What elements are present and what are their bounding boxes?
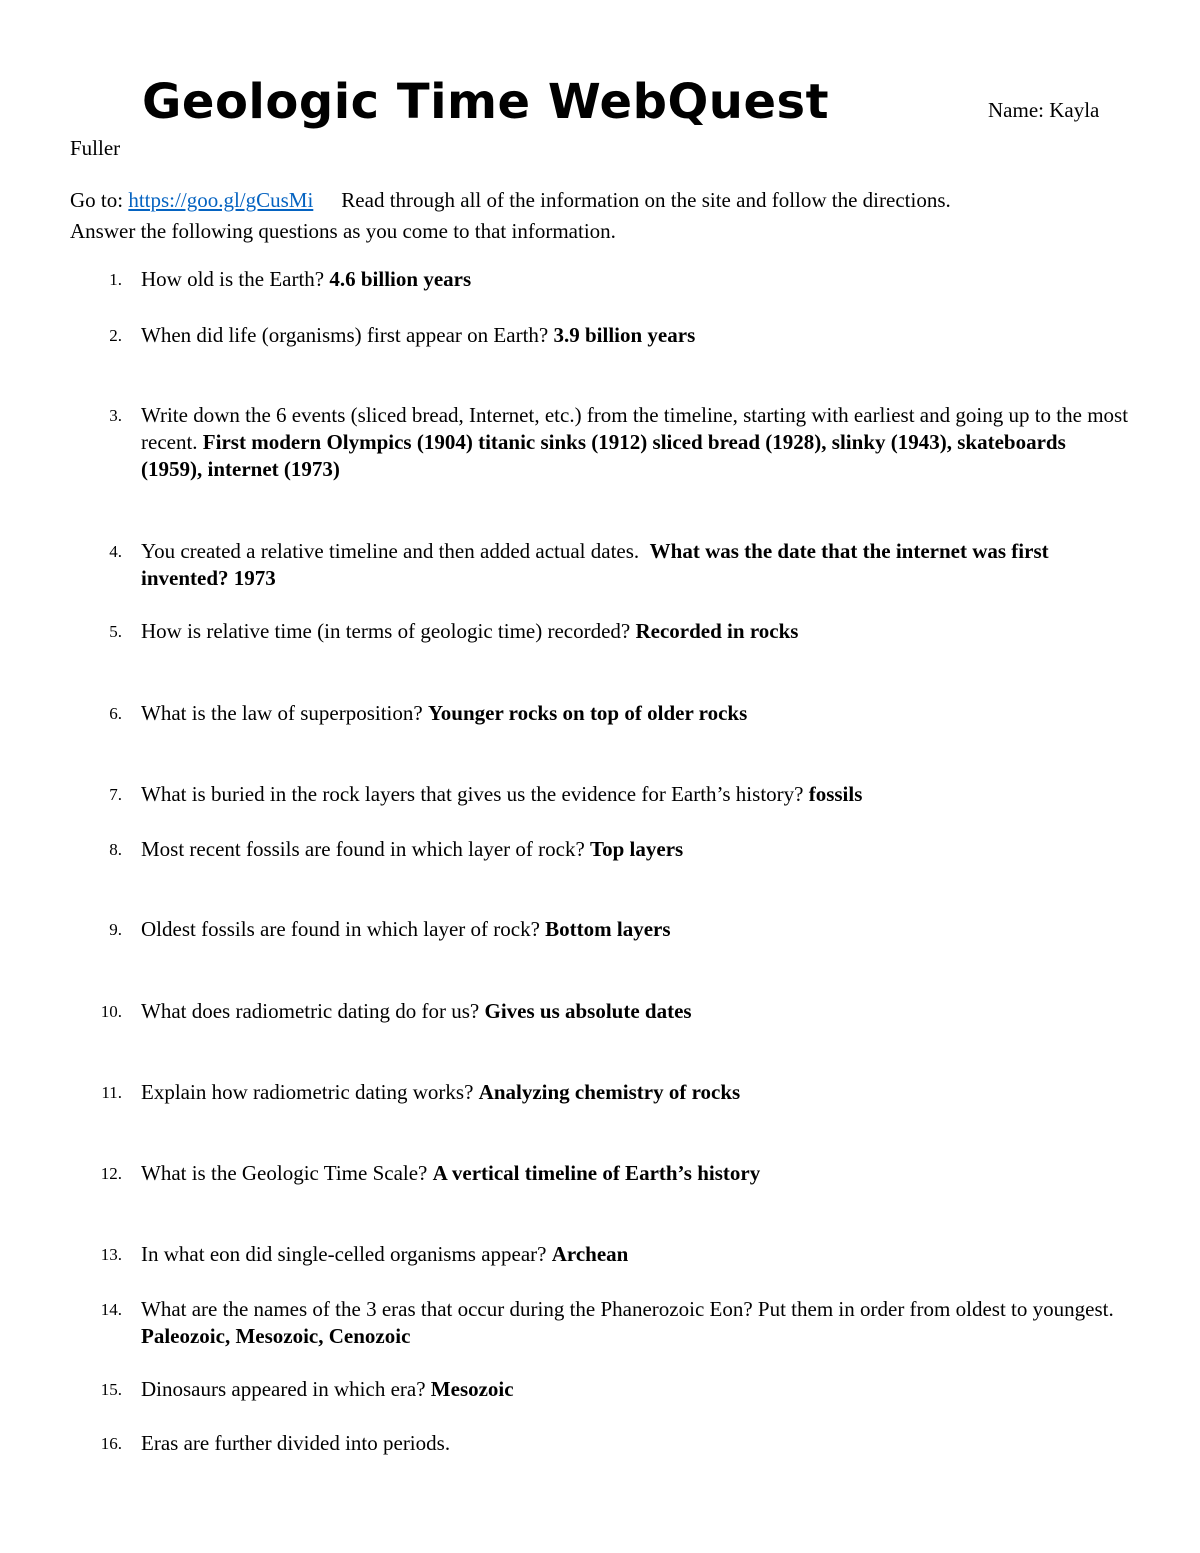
question-text: Oldest fossils are found in which layer of rock? — [141, 917, 540, 941]
question-item — [70, 1160, 1130, 1187]
question-item — [70, 836, 1130, 863]
question-text: You created a relative timeline and then added actual dates. — [141, 539, 640, 563]
question-item — [70, 402, 1130, 483]
instruction-text-2: Answer the following questions as you come to that information. — [70, 219, 616, 243]
question-answer: Archean — [551, 1242, 629, 1266]
question-item — [70, 266, 1130, 293]
question-text: What is the law of superposition? — [141, 701, 423, 725]
question-number: 2. — [109, 326, 122, 345]
question-number: 11. — [101, 1083, 122, 1102]
question-text: In what eon did single-celled organisms appear? — [141, 1242, 547, 1266]
question-item — [70, 1296, 1130, 1350]
question-answer: First modern Olympics (1904) titanic sinks (1912) sliced bread (1928), slinky (1943), skateboards (1959), internet (1973) — [141, 430, 1066, 481]
question-text: Explain how radiometric dating works? — [141, 1080, 474, 1104]
question-number: 9. — [109, 920, 122, 939]
question-number: 16. — [100, 1434, 122, 1453]
question-item — [70, 916, 1130, 943]
question-text: How old is the Earth? — [141, 267, 325, 291]
question-number: 7. — [109, 785, 122, 804]
question-text: Write down the 6 events (sliced bread, Internet, etc.) from the timeline, starting with earliest and going up to the most recent. — [141, 403, 1129, 454]
go-to-label: Go to: — [70, 188, 124, 212]
question-answer: Analyzing chemistry of rocks — [478, 1080, 741, 1104]
question-number: 10. — [100, 1002, 122, 1021]
question-number: 4. — [109, 542, 122, 561]
header — [70, 70, 1130, 134]
question-text: When did life (organisms) first appear on Earth? — [141, 323, 549, 347]
question-number: 3. — [109, 406, 122, 425]
question-number: 13. — [100, 1245, 122, 1264]
question-answer: What was the date that the internet was first invented? 1973 — [141, 539, 1049, 590]
question-text: What are the names of the 3 eras that occur during the Phanerozoic Eon? Put them in order from oldest to youngest. — [141, 1297, 1114, 1321]
question-answer: 4.6 billion years — [329, 267, 472, 291]
question-number: 14. — [100, 1300, 122, 1319]
question-answer: fossils — [808, 782, 863, 806]
instruction-text-1: Read through all of the information on the site and follow the directions. — [341, 188, 951, 212]
question-text: What is buried in the rock layers that gives us the evidence for Earth’s history? — [141, 782, 804, 806]
question-item — [70, 1376, 1130, 1403]
question-text: What is the Geologic Time Scale? — [141, 1161, 428, 1185]
question-answer: Bottom layers — [545, 917, 671, 941]
question-item — [70, 998, 1130, 1025]
question-answer: Mesozoic — [430, 1377, 514, 1401]
question-answer: Younger rocks on top of older rocks — [427, 701, 748, 725]
question-answer: Gives us absolute dates — [484, 999, 692, 1023]
question-number: 12. — [100, 1164, 122, 1183]
question-item — [70, 1079, 1130, 1106]
question-item — [70, 618, 1130, 645]
question-answer: Paleozoic, Mesozoic, Cenozoic — [141, 1324, 411, 1348]
question-answer: 3.9 billion years — [553, 323, 696, 347]
question-answer: A vertical timeline of Earth’s history — [432, 1161, 761, 1185]
question-item — [70, 1241, 1130, 1268]
question-item — [70, 1430, 1130, 1457]
page-title: Geologic Time WebQuest — [142, 74, 830, 130]
question-item — [70, 781, 1130, 808]
question-text: How is relative time (in terms of geologic time) recorded? — [141, 619, 631, 643]
question-text: Dinosaurs appeared in which era? — [141, 1377, 426, 1401]
question-number: 6. — [109, 704, 122, 723]
question-answer: Recorded in rocks — [635, 619, 799, 643]
webquest-link[interactable]: https://goo.gl/gCusMi — [128, 188, 314, 212]
name-label: Name: Kayla — [988, 98, 1100, 122]
question-number: 5. — [109, 622, 122, 641]
name-continued: Fuller — [70, 136, 121, 160]
question-answer: Top layers — [590, 837, 684, 861]
question-number: 8. — [109, 840, 122, 859]
intro-paragraph — [70, 185, 1120, 247]
question-number: 15. — [100, 1380, 122, 1399]
question-text: Eras are further divided into periods. — [141, 1431, 451, 1455]
question-item — [70, 538, 1130, 592]
question-text: Most recent fossils are found in which layer of rock? — [141, 837, 585, 861]
question-item — [70, 700, 1130, 727]
question-number: 1. — [109, 270, 122, 289]
question-item — [70, 322, 1130, 349]
question-text: What does radiometric dating do for us? — [141, 999, 480, 1023]
